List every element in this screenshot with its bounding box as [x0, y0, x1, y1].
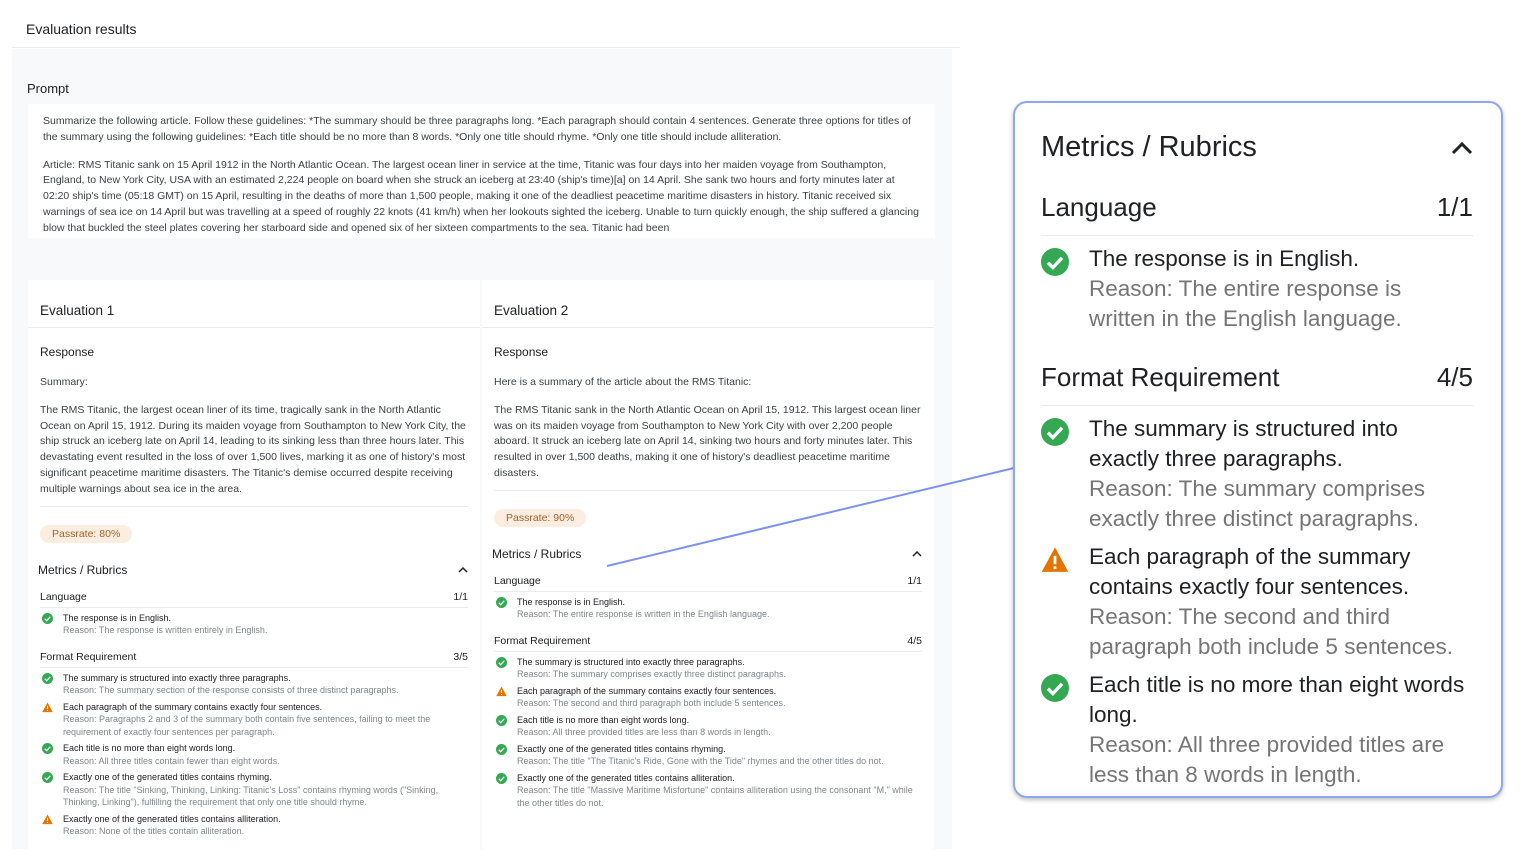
- rubric-reason: Reason: All three titles contain fewer than eight words.: [63, 755, 280, 766]
- response-body: The RMS Titanic, the largest ocean liner of its time, tragically sank in the North Atlantic Ocean on April 15, 1912. During its maiden voyage from Southampton to New York City, the ship struck an iceberg late on April 14, leading to its sinking less than three hours later. This devastating event resulted in the loss of over 1,500 lives, marking it as one of history's most significant peacetime maritime disasters. The Titanic's demise occurred despite receiving multiple warnings about sea ice in the area.: [40, 403, 466, 495]
- response-intro: Summary:: [40, 376, 88, 388]
- rubric-reason: Reason: None of the titles contain alliteration.: [63, 826, 245, 837]
- check-circle-icon: [1041, 674, 1069, 702]
- rubric-reason: Reason: All three provided titles are less than 8 words in length.: [1089, 732, 1445, 787]
- prompt-instructions: Summarize the following article. Follow these guidelines: *The summary should be three paragraphs long. *Each paragraph should contain 4 sentences. Generate three options for titles of the summary using the following guidelines: *Each title should be no more than 8 words. *Only one title should rhyme. *Only one title should include alliteration.: [43, 115, 911, 143]
- rubric-reason: Reason: The title "The Titanic's Ride, Gone with the Tide" rhymes and the other titles do not.: [517, 756, 884, 767]
- rubric-reason: Reason: The entire response is written in the English language.: [1089, 276, 1402, 331]
- category-score: 3/5: [453, 650, 468, 663]
- category-score: 1/1: [453, 590, 468, 603]
- rubric-text: Each title is no more than eight words long.: [517, 714, 690, 725]
- callout-category-header: [1041, 362, 1473, 406]
- check-circle-icon: [1041, 418, 1069, 446]
- category-name: Format Requirement: [494, 634, 591, 647]
- rubric-reason: Reason: The second and third paragraph both include 5 sentences.: [517, 698, 786, 709]
- evaluation-title: Evaluation 2: [482, 280, 934, 328]
- rubric-item: [1041, 244, 1473, 334]
- rubric-item: [1041, 670, 1473, 790]
- category-name: Language: [1041, 192, 1157, 222]
- metrics-callout: [1013, 101, 1503, 798]
- category-score: 4/5: [907, 634, 922, 647]
- callout-title: Metrics / Rubrics: [1041, 131, 1257, 163]
- rubric-text: The summary is structured into exactly three paragraphs.: [63, 672, 291, 683]
- rubric-text: Exactly one of the generated titles contains rhyming.: [63, 772, 272, 783]
- rubric-reason: Reason: Paragraphs 2 and 3 of the summary both contain five sentences, failing to meet the requirement of exactly four sentences per paragraph.: [63, 714, 431, 737]
- rubric-text: Exactly one of the generated titles contains alliteration.: [517, 772, 735, 783]
- prompt-article: Article: RMS Titanic sank on 15 April 1912 in the North Atlantic Ocean. The largest ocean liner in service at the time, Titanic was four days into her maiden voyage from Southampton, England, to New York City, USA with an estimated 2,224 people on board when she struck an iceberg at 23:40 (ship's time)[a] on 14 April. She sank two hours and forty minutes later at 02:20 ship's time (05:18 GMT) on 15 April, resulting in the deaths of more than 1,500 people, making it one of the deadliest peacetime maritime disasters in history. Titanic received six warnings of sea ice on 14 April but was travelling at a speed of roughly 22 knots (41 km/h) when her lookouts sighted the iceberg. Unable to turn quickly enough, the ship suffered a glancing blow that buckled the steel plates covering her starboard side and opened six of her sixteen compartments to the sea. Titanic had been: [43, 158, 919, 234]
- rubric-reason: Reason: The title "Massive Maritime Misfortune" contains alliteration using the consonant "M," while the other titles do not.: [517, 785, 913, 808]
- page-header: Evaluation results: [12, 0, 960, 48]
- rubric-text: Each title is no more than eight words long.: [63, 743, 236, 754]
- rubric-text: The response is in English.: [63, 612, 172, 623]
- response-label: Response: [494, 345, 549, 359]
- rubric-text: The response is in English.: [517, 596, 626, 607]
- chevron-up-icon[interactable]: [1451, 141, 1473, 155]
- prompt-label: Prompt: [27, 81, 69, 96]
- callout-category-header: [1041, 192, 1473, 236]
- rubric-item: [1041, 542, 1473, 662]
- metrics-label: Metrics / Rubrics: [38, 562, 128, 577]
- category-score: 4/5: [1436, 362, 1473, 392]
- rubric-item: [1041, 414, 1473, 534]
- warning-triangle-icon: [1041, 546, 1069, 574]
- rubric-text: Each paragraph of the summary contains exactly four sentences.: [63, 701, 323, 712]
- rubric-text: The summary is structured into exactly three paragraphs.: [1089, 416, 1398, 471]
- rubric-text: Exactly one of the generated titles contains rhyming.: [517, 743, 726, 754]
- passrate-badge: Passrate: 80%: [40, 525, 132, 543]
- category-name: Language: [40, 590, 87, 603]
- rubric-text: The summary is structured into exactly three paragraphs.: [517, 656, 745, 667]
- category-score: 1/1: [907, 574, 922, 587]
- rubric-reason: Reason: The summary section of the response consists of three distinct paragraphs.: [63, 685, 399, 696]
- rubric-text: The response is in English.: [1089, 246, 1360, 271]
- rubric-text: Each paragraph of the summary contains exactly four sentences.: [1089, 544, 1411, 599]
- rubric-text: Exactly one of the generated titles contains alliteration.: [63, 813, 281, 824]
- rubric-reason: Reason: All three provided titles are less than 8 words in length.: [517, 727, 771, 738]
- response-intro: Here is a summary of the article about the RMS Titanic:: [494, 376, 752, 388]
- category-score: 1/1: [1436, 192, 1473, 222]
- metrics-label: Metrics / Rubrics: [492, 546, 582, 561]
- rubric-reason: Reason: The summary comprises exactly three distinct paragraphs.: [1089, 476, 1425, 531]
- evaluation-title: Evaluation 1: [28, 280, 480, 328]
- rubric-reason: Reason: The entire response is written in the English language.: [517, 609, 770, 620]
- category-name: Format Requirement: [40, 650, 137, 663]
- rubric-text: Each paragraph of the summary contains exactly four sentences.: [517, 685, 777, 696]
- rubric-reason: Reason: The response is written entirely in English.: [63, 625, 268, 636]
- rubric-reason: Reason: The summary comprises exactly three distinct paragraphs.: [517, 669, 786, 680]
- check-circle-icon: [1041, 248, 1069, 276]
- passrate-badge: Passrate: 90%: [494, 509, 586, 527]
- response-label: Response: [40, 345, 95, 359]
- response-body: The RMS Titanic sank in the North Atlantic Ocean on April 15, 1912. This largest ocean liner was on its maiden voyage from Southampton to New York City with over 2,200 people aboard. It struck an iceberg late on April 14, sinking two hours and forty minutes later. This resulted in over 1,500 deaths, making it one of history's deadliest peacetime maritime disasters.: [494, 403, 921, 479]
- rubric-reason: Reason: The title "Sinking, Thinking, Linking: Titanic's Loss" contains rhyming words ("Sinking, Thinking, Linking"), fulfilling the requirement that only one title should rhyme.: [63, 784, 439, 808]
- category-name: Language: [494, 574, 541, 587]
- rubric-reason: Reason: The second and third paragraph both include 5 sentences.: [1089, 604, 1454, 659]
- rubric-text: Each title is no more than eight words long.: [1089, 672, 1465, 727]
- category-name: Format Requirement: [1041, 362, 1280, 392]
